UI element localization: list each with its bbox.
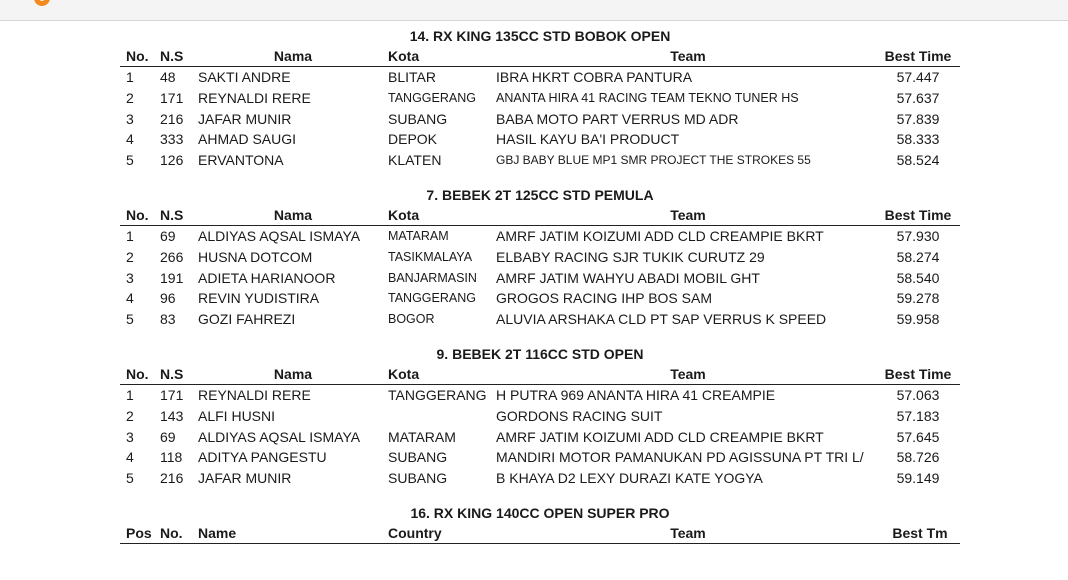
- cell-nama: ADIETA HARIANOOR: [198, 269, 336, 286]
- cell-team: H PUTRA 969 ANANTA HIRA 41 CREAMPIE: [496, 386, 776, 403]
- cell-best-time: 57.645: [896, 428, 940, 445]
- cell-best-time: 58.726: [896, 449, 940, 466]
- cell-kota: DEPOK: [388, 131, 438, 148]
- cell-nama: AHMAD SAUGI: [198, 131, 297, 148]
- cell-no: 2: [126, 407, 134, 424]
- cell-kota: MATARAM: [388, 228, 449, 243]
- cell-no: 1: [126, 227, 134, 244]
- cell-kota: BOGOR: [388, 312, 435, 327]
- cell-kota: TANGGERANG: [388, 90, 476, 105]
- cell-ns: 69: [160, 428, 176, 445]
- cell-kota: KLATEN: [388, 152, 442, 169]
- cell-no: 2: [126, 248, 134, 265]
- app-logo-icon: [34, 0, 50, 6]
- cell-nama: JAFAR MUNIR: [198, 470, 292, 487]
- cell-best-time: 59.958: [896, 311, 940, 328]
- table-row: [120, 150, 960, 171]
- cell-nama: ERVANTONA: [198, 152, 284, 169]
- cell-kota: BANJARMASIN: [388, 270, 477, 285]
- cell-ns: 118: [160, 449, 183, 466]
- table-row: [120, 427, 960, 448]
- cell-team: GBJ BABY BLUE MP1 SMR PROJECT THE STROKES 55: [496, 153, 811, 168]
- cell-best-time: 58.333: [896, 131, 940, 148]
- header-best-time: Best Time: [884, 48, 952, 64]
- cell-nama: SAKTI ANDRE: [198, 69, 291, 85]
- cell-ns: 171: [160, 89, 184, 106]
- table-row: [120, 309, 960, 330]
- header-team: Team: [670, 524, 706, 541]
- table-row: [120, 406, 960, 427]
- cell-no: 2: [126, 89, 134, 106]
- results-section: [120, 344, 960, 489]
- cell-nama: JAFAR MUNIR: [198, 110, 292, 127]
- cell-nama: ADITYA PANGESTU: [198, 449, 327, 466]
- cell-nama: GOZI FAHREZI: [198, 311, 296, 328]
- results-document: [120, 26, 960, 544]
- cell-nama: HUSNA DOTCOM: [198, 248, 313, 265]
- header-no: No.: [126, 48, 149, 64]
- section-title: 16. RX KING 140CC OPEN SUPER PRO: [410, 504, 670, 521]
- top-bar: [0, 0, 1068, 21]
- header-best-tm: Best Tm: [892, 524, 948, 541]
- table-row: [120, 288, 960, 309]
- cell-kota: MATARAM: [388, 428, 456, 445]
- table-row: [120, 268, 960, 289]
- header-no: No.: [126, 365, 149, 382]
- header-no: No.: [160, 524, 183, 541]
- cell-ns: 171: [160, 386, 184, 403]
- header-no: No.: [126, 206, 149, 223]
- cell-kota: TANGGERANG: [388, 386, 487, 403]
- cell-ns: 83: [160, 311, 176, 328]
- cell-no: 4: [126, 449, 134, 466]
- cell-kota: SUBANG: [388, 110, 448, 127]
- table-row: [120, 247, 960, 268]
- cell-ns: 96: [160, 290, 176, 307]
- header-pos: Pos: [126, 524, 152, 541]
- cell-nama: ALFI HUSNI: [198, 407, 276, 424]
- cell-best-time: 58.524: [896, 152, 940, 169]
- cell-best-time: 59.149: [896, 470, 940, 487]
- cell-no: 5: [126, 311, 134, 328]
- cell-team: ANANTA HIRA 41 RACING TEAM TEKNO TUNER HS: [496, 90, 799, 105]
- cell-ns: 333: [160, 131, 184, 148]
- table-row: [120, 385, 960, 406]
- header-ns: N.S: [160, 206, 184, 223]
- cell-best-time: 58.274: [896, 248, 940, 265]
- cell-no: 5: [126, 152, 134, 169]
- cell-kota: SUBANG: [388, 449, 448, 466]
- table-row: [120, 447, 960, 468]
- header-nama: Nama: [273, 48, 313, 64]
- table-row: [120, 67, 960, 88]
- cell-team: ALUVIA ARSHAKA CLD PT SAP VERRUS K SPEED: [496, 311, 827, 328]
- cell-team: ELBABY RACING SJR TUKIK CURUTZ 29: [496, 248, 765, 265]
- results-section: [120, 503, 960, 544]
- table-header: [120, 205, 960, 226]
- cell-best-time: 57.930: [896, 227, 940, 244]
- cell-team: GROGOS RACING IHP BOS SAM: [496, 290, 713, 307]
- cell-kota: SUBANG: [388, 470, 448, 487]
- cell-nama: REVIN YUDISTIRA: [198, 290, 320, 307]
- cell-team: IBRA HKRT COBRA PANTURA: [496, 69, 693, 85]
- cell-best-time: 57.183: [896, 407, 940, 424]
- section-title: 14. RX KING 135CC STD BOBOK OPEN: [409, 28, 671, 44]
- header-ns: N.S: [160, 48, 184, 64]
- cell-best-time: 57.447: [896, 69, 940, 85]
- cell-team: AMRF JATIM KOIZUMI ADD CLD CREAMPIE BKRT: [496, 227, 824, 244]
- header-best-time: Best Time: [884, 206, 952, 223]
- cell-nama: REYNALDI RERE: [198, 89, 311, 106]
- cell-no: 4: [126, 290, 134, 307]
- header-ns: N.S: [160, 365, 184, 382]
- cell-best-time: 57.063: [896, 386, 940, 403]
- cell-ns: 126: [160, 152, 184, 169]
- cell-team: AMRF JATIM KOIZUMI ADD CLD CREAMPIE BKRT: [496, 428, 824, 445]
- section-title: 9. BEBEK 2T 116CC STD OPEN: [436, 345, 644, 362]
- cell-ns: 216: [160, 470, 184, 487]
- header-team: Team: [670, 48, 706, 64]
- cell-no: 4: [126, 131, 134, 148]
- cell-best-time: 57.839: [896, 110, 940, 127]
- cell-best-time: 57.637: [896, 89, 940, 106]
- cell-kota: TASIKMALAYA: [388, 249, 473, 264]
- cell-no: 3: [126, 428, 134, 445]
- table-row: [120, 129, 960, 150]
- cell-team: HASIL KAYU BA'I PRODUCT: [496, 131, 680, 148]
- table-row: [120, 88, 960, 109]
- cell-no: 1: [126, 386, 134, 403]
- cell-nama: REYNALDI RERE: [198, 386, 311, 403]
- cell-no: 3: [126, 110, 134, 127]
- cell-ns: 48: [160, 69, 176, 85]
- cell-ns: 266: [160, 248, 184, 265]
- header-best-time: Best Time: [884, 365, 952, 382]
- header-name: Name: [198, 524, 237, 541]
- results-section: [120, 26, 960, 171]
- header-kota: Kota: [388, 365, 420, 382]
- cell-ns: 143: [160, 407, 184, 424]
- cell-ns: 69: [160, 227, 176, 244]
- section-title: 7. BEBEK 2T 125CC STD PEMULA: [426, 186, 654, 203]
- header-nama: Nama: [273, 206, 313, 223]
- results-section: [120, 185, 960, 330]
- cell-best-time: 58.540: [896, 269, 940, 286]
- cell-team: MANDIRI MOTOR PAMANUKAN PD AGISSUNA PT TRI L/: [496, 449, 864, 466]
- cell-team: B KHAYA D2 LEXY DURAZI KATE YOGYA: [496, 470, 763, 487]
- cell-team: AMRF JATIM WAHYU ABADI MOBIL GHT: [496, 269, 760, 286]
- cell-kota: TANGGERANG: [388, 291, 476, 306]
- header-country: Country: [388, 524, 442, 541]
- header-team: Team: [670, 206, 706, 223]
- cell-kota: BLITAR: [388, 69, 436, 85]
- cell-no: 1: [126, 69, 134, 85]
- table-row: [120, 468, 960, 489]
- header-team: Team: [670, 365, 706, 382]
- table-row: [120, 109, 960, 130]
- table-header: [120, 364, 960, 385]
- cell-no: 3: [126, 269, 134, 286]
- table-header: [120, 46, 960, 67]
- table-row: [120, 226, 960, 247]
- cell-ns: 216: [160, 110, 184, 127]
- cell-nama: ALDIYAS AQSAL ISMAYA: [198, 428, 361, 445]
- cell-team: GORDONS RACING SUIT: [496, 407, 663, 424]
- table-header: [120, 523, 960, 544]
- cell-best-time: 59.278: [896, 290, 940, 307]
- header-kota: Kota: [388, 48, 420, 64]
- header-nama: Nama: [273, 365, 313, 382]
- cell-nama: ALDIYAS AQSAL ISMAYA: [198, 227, 361, 244]
- cell-team: BABA MOTO PART VERRUS MD ADR: [496, 110, 739, 127]
- cell-no: 5: [126, 470, 134, 487]
- header-kota: Kota: [388, 206, 420, 223]
- cell-ns: 191: [160, 269, 184, 286]
